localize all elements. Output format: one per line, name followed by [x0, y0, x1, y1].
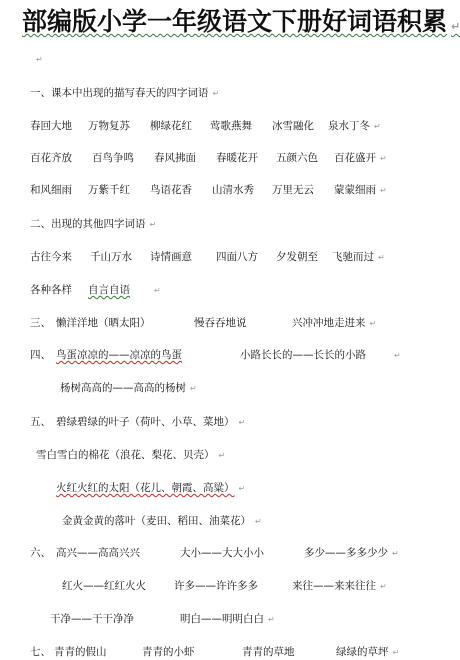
- phrase: 绿绿的草坪 ↵: [336, 646, 400, 658]
- word: 冰雪融化: [272, 120, 314, 132]
- word: 百鸟争鸣: [92, 152, 134, 164]
- section-label: 四、: [30, 349, 51, 361]
- word: 万紫千红: [88, 184, 130, 196]
- word: 夕发朝至: [276, 251, 318, 263]
- section-5-row-4: 金黄金黄的落叶（麦田、稻田、油菜花） ↵: [62, 515, 262, 527]
- section-label: 六、: [30, 547, 51, 559]
- section-2-heading: 二、出现的其他四字词语 ↵: [30, 218, 157, 230]
- word: 古往今来: [30, 251, 72, 263]
- section-5-row-2: 雪白雪白的棉花（浪花、梨花、贝壳） ↵: [36, 449, 226, 461]
- word: 鸟语花香: [150, 184, 192, 196]
- phrase: 来往——来来往往 ↵: [292, 580, 387, 592]
- word: 诗情画意: [150, 251, 192, 263]
- phrase: 青青的草地: [242, 646, 295, 658]
- phrase: 明白——明明白白 ↵: [180, 613, 275, 625]
- word: 和风细雨: [30, 184, 72, 196]
- phrase: 慢吞吞地说: [194, 317, 247, 329]
- phrase: 小路长长的——长长的小路 ↵: [240, 349, 401, 361]
- phrase: 青青的假山: [54, 646, 107, 658]
- page-title: 部编版小学一年级语文下册好词语积累 ↵: [22, 7, 460, 36]
- section-5-row-3: 火红火红的太阳（花儿、朝霞、高粱） ↵: [56, 482, 246, 494]
- word: 春回大地: [30, 120, 72, 132]
- word: 万里无云: [272, 184, 314, 196]
- word: 五颜六色: [276, 152, 318, 164]
- empty-paragraph: ↵: [36, 55, 43, 64]
- section-1-heading: 一、课本中出现的描写春天的四字词语 ↵: [30, 87, 220, 99]
- word: 百花齐放: [30, 152, 72, 164]
- word: 千山万水: [90, 251, 132, 263]
- phrase: 红火——红红火火: [62, 580, 146, 592]
- section-label: 五、: [30, 416, 51, 428]
- phrase: 碧绿碧绿的叶子（荷叶、小草、菜地） ↵: [56, 416, 246, 428]
- word: 莺歌燕舞: [210, 120, 252, 132]
- phrase: 大小——大大小小: [180, 547, 264, 559]
- phrase: 懒洋洋地（晒太阳）: [56, 317, 151, 329]
- phrase: 多少——多多少少 ↵: [304, 547, 399, 559]
- word: 春暖花开: [216, 152, 258, 164]
- section-4-row-2: 杨树高高的——高高的杨树 ↵: [60, 382, 197, 394]
- word: 泉水丁冬 ↵: [328, 120, 381, 132]
- word: 飞驰而过 ↵: [332, 251, 385, 263]
- section-label: 三、: [30, 317, 51, 329]
- phrase: 兴冲冲地走进来 ↵: [292, 317, 377, 329]
- phrase: 高兴——高高兴兴: [56, 547, 140, 559]
- word: 蒙蒙细雨 ↵: [334, 184, 387, 196]
- word: 山清水秀: [212, 184, 254, 196]
- word: 柳绿花红: [150, 120, 192, 132]
- section-label: 七、: [30, 646, 51, 658]
- word: 四面八方: [216, 251, 258, 263]
- word: 各种各样: [30, 284, 72, 296]
- word: 百花盛开 ↵: [334, 152, 387, 164]
- word: 万物复苏: [88, 120, 130, 132]
- phrase: 鸟蛋凉凉的——凉凉的鸟蛋: [56, 349, 182, 361]
- phrase: 青青的小虾: [142, 646, 195, 658]
- word: 自言自语 ↵: [88, 284, 161, 296]
- word: 春风拂面: [154, 152, 196, 164]
- phrase: 许多——许许多多: [174, 580, 258, 592]
- phrase: 干净——干干净净: [50, 613, 134, 625]
